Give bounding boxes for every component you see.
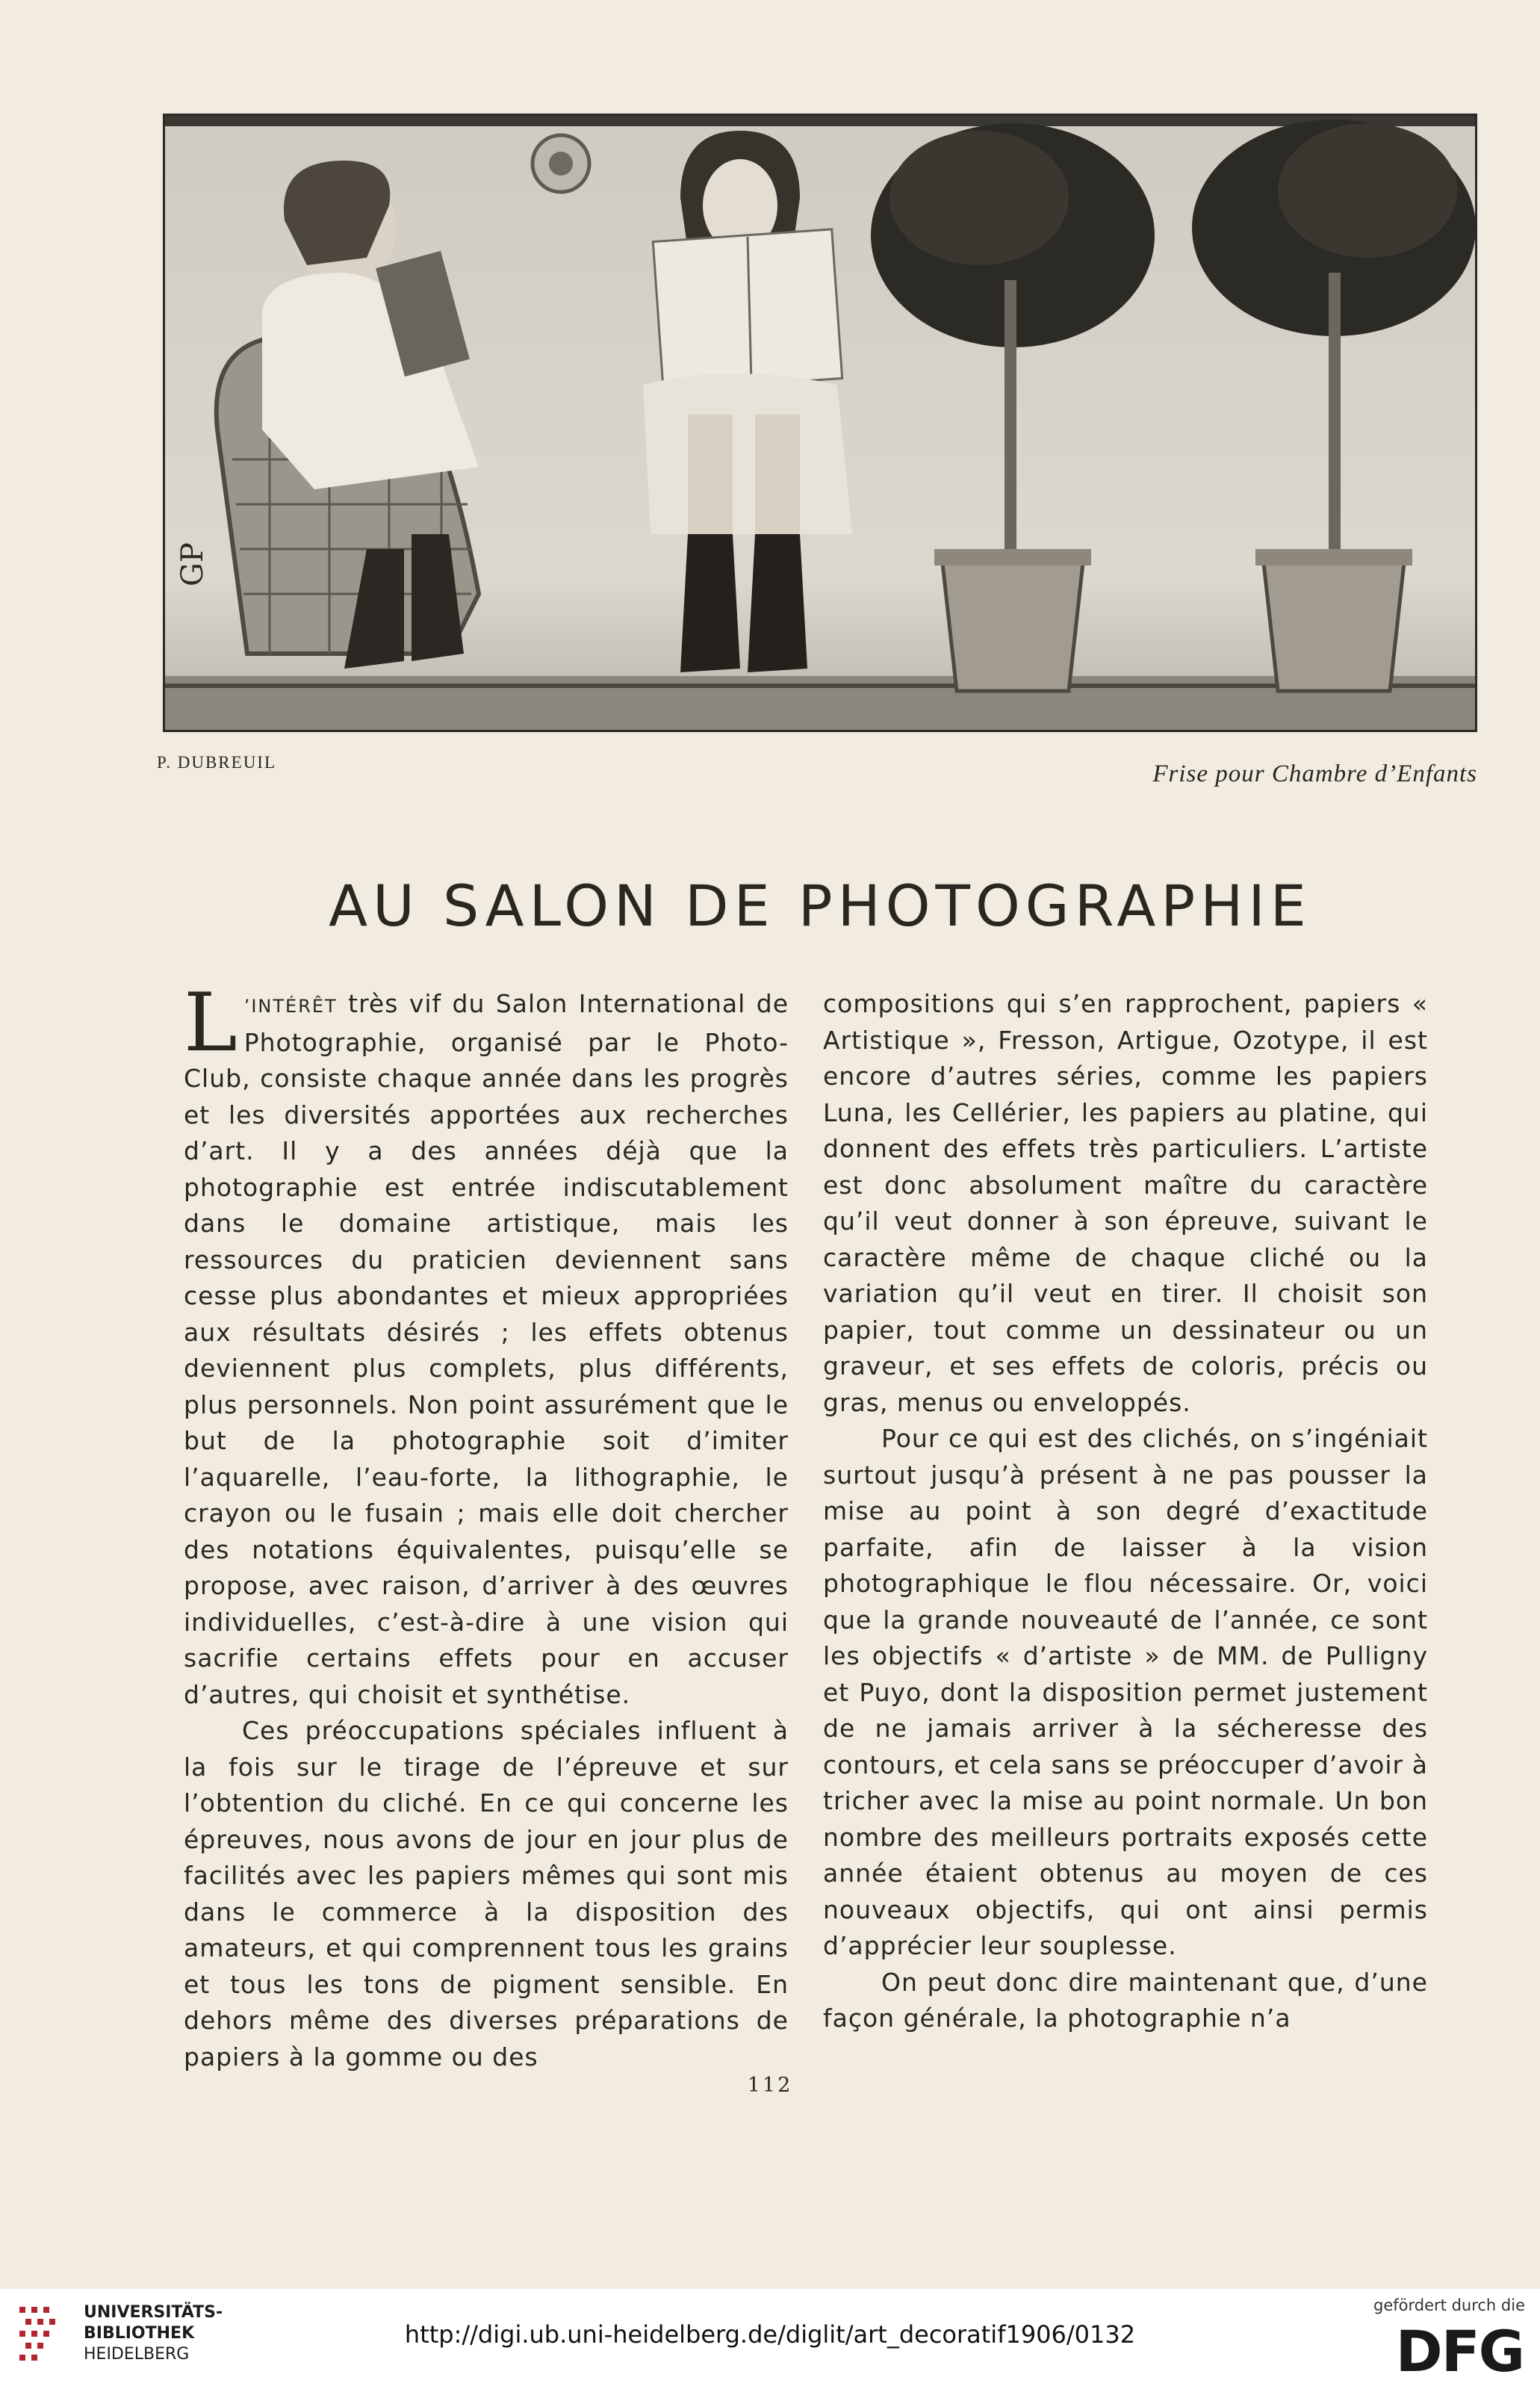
lead-small-caps: ’INTÉRÊT	[243, 996, 338, 1017]
article-title: AU SALON DE PHOTOGRAPHIE	[329, 873, 1311, 939]
library-line: BIBLIOTHEK	[84, 2324, 195, 2343]
dfg-logo[interactable]: DFG	[1395, 2318, 1524, 2385]
library-line: UNIVERSITÄTS-	[84, 2303, 223, 2322]
paragraph-1	[184, 976, 789, 1713]
frieze-photograph	[163, 114, 1477, 732]
photographer-credit: P. DUBREUIL	[157, 753, 277, 772]
library-line: HEIDELBERG	[84, 2345, 190, 2364]
paragraph-3: compositions qui s’en rapprochent, papiers « Artistique », Fresson, Artigue, Ozotype, il est encore d’autres séries, comme les papiers Luna, les Cellérier, les papiers au platine, qui donnent des effets très particuliers. L’artiste est donc absolument maître du caractère qu’il veut donner à son épreuve, suivant le caractère même de chaque cliché ou la variation qu’il veut en tirer. Il choisit son papier, tout comme un dessinateur ou un graveur, et ses effets de coloris, précis ou gras, menus ou enveloppés.	[823, 989, 1428, 1417]
paragraph-4: Pour ce qui est des clichés, on s’ingéniait surtout jusqu’à présent à ne pas pousser la mise au point à son degré d’exactitude parfaite, afin de laisser à la vision photographique le flou nécessaire. Or, voici que la grande nouveauté de l’année, ce sont les objectifs « d’artiste » de MM. de Pulligny et Puyo, dont la disposition permet justement de ne jamais arriver à la sécheresse des contours, et cela sans se préoccuper d’avoir à tricher avec la mise au point normale. Un bon nombre des meilleurs portraits exposés cette année étaient obtenus au moyen de ces nouveaux objectifs, qui ont ainsi permis d’apprécier leur souplesse.	[823, 1424, 1428, 1960]
text-column-right	[823, 986, 1428, 2037]
paragraph-2: Ces préoccupations spéciales influent à la fois sur le tirage de l’épreuve et sur l’obtention du cliché. En ce qui concerne les épreuves, nous avons de jour en jour plus de facilités avec les papiers mêmes qui sont mis dans le commerce à la disposition des amateurs, et qui comprennent tous les grains et tous les tons de pigment sensible. En dehors même des diverses préparations de papiers à la gomme ou des	[184, 1716, 789, 2072]
svg-text:GP: GP	[176, 542, 210, 586]
permalink-url[interactable]: http://digi.ub.uni-heidelberg.de/diglit/art_decoratif1906/0132	[404, 2320, 1136, 2349]
text-column-left	[184, 976, 789, 2075]
funding-caption: gefördert durch die	[1373, 2296, 1525, 2314]
paragraph-text: très vif du Salon International de Photographie, organisé par le Photo-Club, consiste chaque année dans les progrès et les diversités apportées aux recherches d’art. Il y a des années déjà que la photographie est entrée indiscutablement dans le domaine artistique, mais les ressources du praticien deviennent sans cesse plus abondantes et mieux appropriées aux résultats désirés ; les effets obtenus deviennent plus complets, plus différents, plus personnels. Non point assurément que le but de la photographie soit d’imiter l’aquarelle, l’eau-forte, la lithographie, le crayon ou le fusain ; mais elle doit chercher des notations équivalentes, puisqu’elle se propose, avec raison, d’arriver à des œuvres individuelles, c’est-à-dire à une vision qui sacrifie certains effets pour en accuser d’autres, qui choisit et synthétise.	[184, 989, 789, 1709]
drop-cap: L	[184, 976, 238, 1070]
photo-caption: Frise pour Chambre d’Enfants	[1152, 760, 1477, 787]
page-number: 112	[747, 2074, 793, 2097]
paragraph-5: On peut donc dire maintenant que, d’une façon générale, la photographie n’a	[823, 1967, 1428, 2033]
